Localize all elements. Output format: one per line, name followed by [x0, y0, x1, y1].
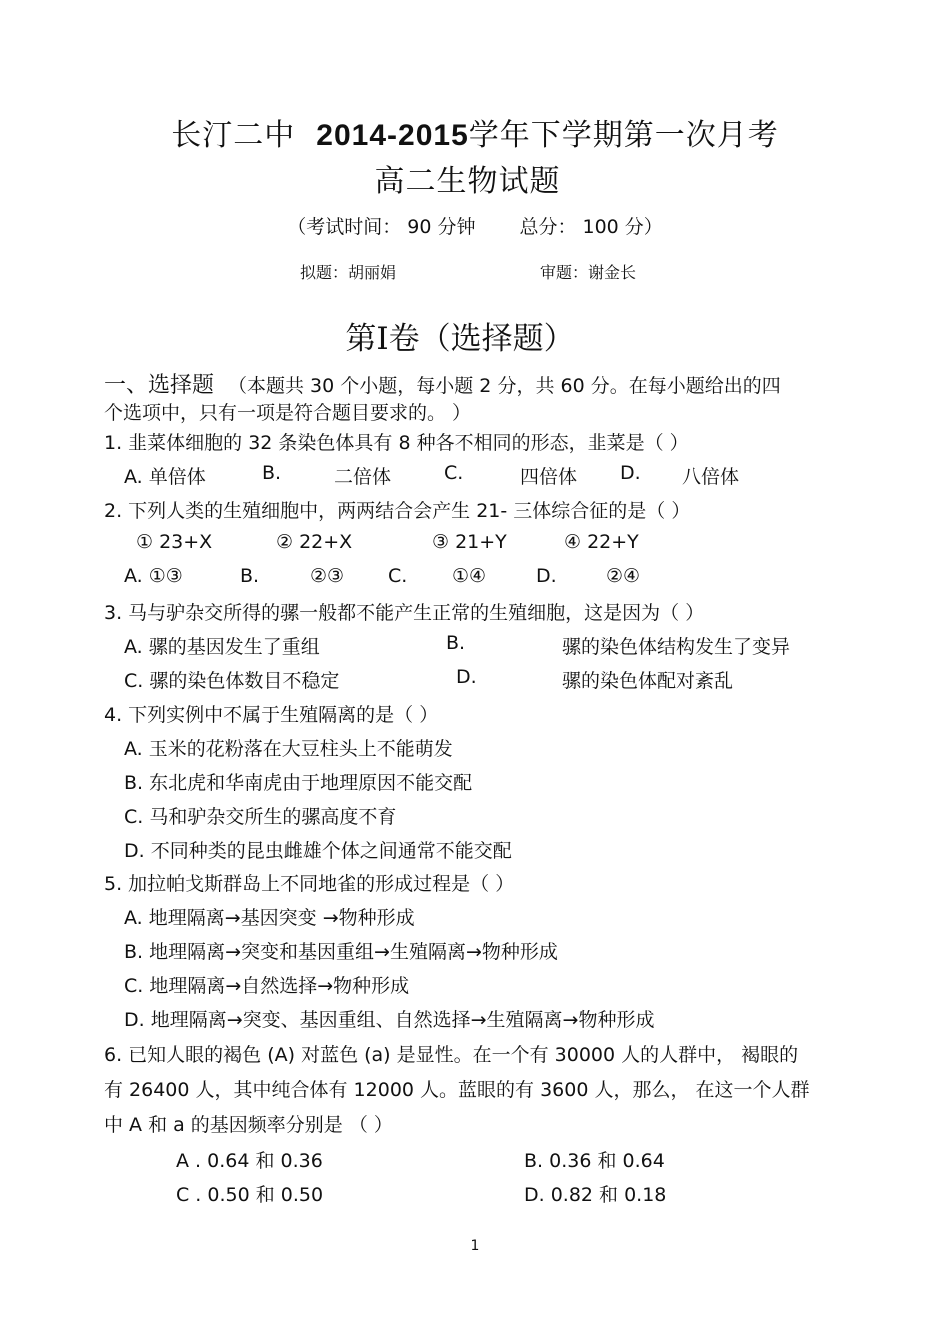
q4-option-a: A. 玉米的花粉落在大豆柱头上不能萌发 — [124, 738, 453, 760]
question-2-stem: 2. 下列人类的生殖细胞中，两两结合会产生 21- 三体综合征的是（ ） — [104, 500, 691, 522]
question-1-stem: 1. 韭菜体细胞的 32 条染色体具有 8 种各不相同的形态，韭菜是（ ） — [104, 432, 689, 454]
q6-option-b: B. 0.36 和 0.64 — [524, 1150, 665, 1172]
q1-option-d: 八倍体 — [682, 466, 740, 488]
q1-option-b: 二倍体 — [334, 466, 392, 488]
q5-option-c: C. 地理隔离→自然选择→物种形成 — [124, 975, 410, 997]
section-heading — [104, 368, 781, 399]
question-5-stem: 5. 加拉帕戈斯群岛上不同地雀的形成过程是（ ） — [104, 873, 515, 895]
q2-option-a: A. ①③ — [124, 565, 183, 587]
school-year: 2014-2015 — [316, 119, 469, 152]
q6-option-a: A . 0.64 和 0.36 — [176, 1150, 323, 1172]
q4-option-c: C. 马和驴杂交所生的骡高度不育 — [124, 806, 397, 828]
question-reviewer: 审题：谢金长 — [540, 263, 637, 282]
q2-item-4: ④ 22+Y — [564, 531, 639, 553]
question-6-line-1: 6. 已知人眼的褐色 (A) 对蓝色 (a) 是显性。在一个有 30000 人的人群中， 褐眼的 — [104, 1044, 799, 1066]
exam-subtitle: 高二生物试题 — [374, 164, 561, 199]
q2-item-1: ① 23+X — [136, 531, 213, 553]
q3-option-d-letter: D. — [456, 666, 477, 688]
q3-option-b-letter: B. — [446, 632, 466, 654]
q4-option-d: D. 不同种类的昆虫雌雄个体之间通常不能交配 — [124, 840, 512, 862]
q2-option-d: ②④ — [606, 565, 641, 587]
q2-item-2: ② 22+X — [276, 531, 353, 553]
school-name: 长汀二中 — [171, 118, 296, 153]
q5-option-b: B. 地理隔离→突变和基因重组→生殖隔离→物种形成 — [124, 941, 558, 963]
question-3-stem: 3. 马与驴杂交所得的骡一般都不能产生正常的生殖细胞，这是因为（ ） — [104, 602, 705, 624]
exam-info — [0, 212, 950, 239]
q3-option-c: C. 骡的染色体数目不稳定 — [124, 670, 340, 692]
q2-item-3: ③ 21+Y — [432, 531, 507, 553]
q3-option-b: 骡的染色体结构发生了变异 — [562, 636, 791, 658]
q6-option-c: C . 0.50 和 0.50 — [176, 1184, 324, 1206]
exam-title — [0, 110, 950, 154]
exam-time: （考试时间： 90 分钟 — [287, 216, 476, 238]
question-4-stem: 4. 下列实例中不属于生殖隔离的是（ ） — [104, 704, 439, 726]
q6-option-d: D. 0.82 和 0.18 — [524, 1184, 667, 1206]
part-title: 第Ⅰ卷（选择题） — [345, 321, 575, 357]
section-note-1: （本题共 30 个小题，每小题 2 分，共 60 分。在每小题给出的四 — [228, 375, 781, 397]
q1-option-c: 四倍体 — [520, 466, 578, 488]
question-setter: 拟题：胡丽娟 — [300, 263, 397, 282]
q5-option-d: D. 地理隔离→突变、基因重组、自然选择→生殖隔离→物种形成 — [124, 1009, 655, 1031]
q3-option-d: 骡的染色体配对紊乱 — [562, 670, 734, 692]
q1-option-a: A. 单倍体 — [124, 466, 206, 488]
q1-option-c-letter: C. — [444, 462, 464, 484]
q2-option-c: ①④ — [452, 565, 487, 587]
page-number: 1 — [470, 1238, 480, 1254]
total-score: 总分： 100 分） — [519, 216, 663, 238]
section-title: 一、选择题 — [104, 373, 215, 398]
section-note-2: 个选项中，只有一项是符合题目要求的。 ） — [104, 402, 472, 424]
q2-option-b-letter: B. — [240, 565, 260, 587]
exam-term: 学年下学期第一次月考 — [468, 118, 779, 153]
q2-option-c-letter: C. — [388, 565, 408, 587]
question-6-line-3: 中 A 和 a 的基因频率分别是 （ ） — [104, 1114, 393, 1136]
q2-option-d-letter: D. — [536, 565, 557, 587]
q5-option-a: A. 地理隔离→基因突变 →物种形成 — [124, 907, 415, 929]
q1-option-d-letter: D. — [620, 462, 641, 484]
q2-option-b: ②③ — [310, 565, 345, 587]
q1-option-b-letter: B. — [262, 462, 282, 484]
q3-option-a: A. 骡的基因发生了重组 — [124, 636, 320, 658]
question-6-line-2: 有 26400 人，其中纯合体有 12000 人。蓝眼的有 3600 人，那么， 在这一个人群 — [104, 1079, 810, 1101]
q4-option-b: B. 东北虎和华南虎由于地理原因不能交配 — [124, 772, 473, 794]
